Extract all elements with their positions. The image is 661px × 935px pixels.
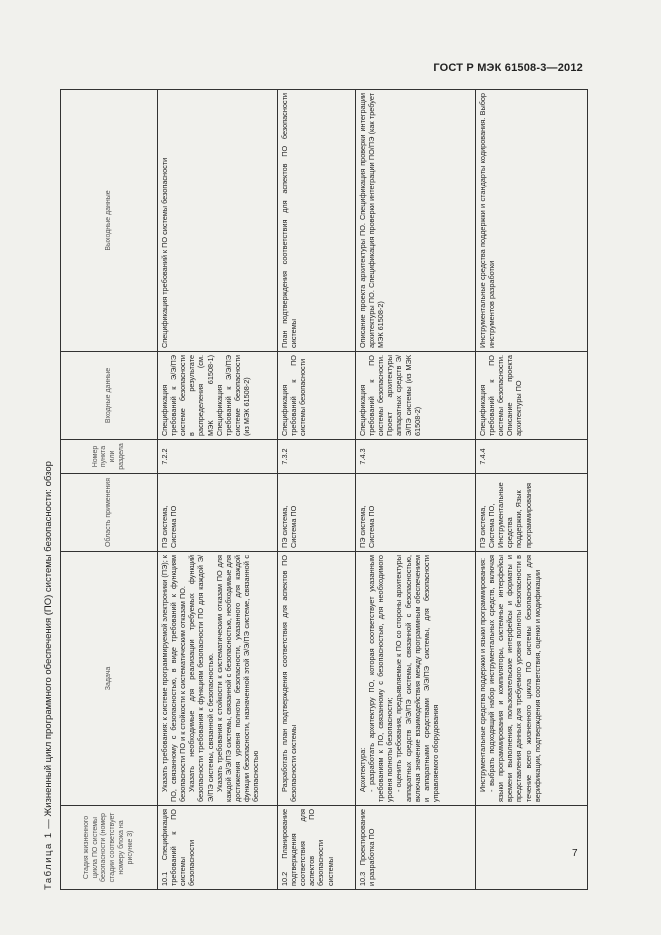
table-header-row <box>61 90 158 890</box>
stage-cell: 10.2 Планирование подтверждения соответствия для аспектов ПО безопасности системы <box>278 806 356 890</box>
task-paragraph: Указать требования: к системе программируемой электроники (ПЭ); к ПО, связанному с безопасностью, в виде требований к функциям безопасности ПО и к стойкости к систематическим отказам ПО. <box>160 555 188 802</box>
scope-cell: ПЭ система, Система ПО <box>356 474 476 552</box>
inputs-cell: Спецификация требований к ПО системы безопасности <box>278 352 356 440</box>
scope-cell: ПЭ система, Система ПО, Инструментальные средства поддержки, Язык программирования <box>476 474 588 552</box>
page-number: 7 <box>572 848 578 859</box>
task-paragraph: Инструментальные средства поддержки и языки программирования: <box>478 558 487 792</box>
outputs-cell: Инструментальные средства поддержки и стандарты кодирования. Выбор инструментов разработки <box>476 90 588 352</box>
clause-cell: 7.2.2 <box>158 440 278 474</box>
lifecycle-table <box>60 89 588 890</box>
scope-cell: ПЭ система, Система ПО <box>158 474 278 552</box>
clause-cell: 7.4.3 <box>356 440 476 474</box>
scope-cell: ПЭ система, Система ПО <box>278 474 356 552</box>
task-paragraph: Указать необходимые для реализации требуемых функций безопасности требования к функциям безопасности ПО для каждой Э/Э/ПЭ системы, связанной с безопасностью. <box>187 555 215 802</box>
inputs-cell: Спецификация требований к ПО системы безопасности. Описание проекта архитектуры ПО <box>476 352 588 440</box>
col-outputs-header: Выходные данные <box>61 90 158 352</box>
outputs-cell: Спецификация требований к ПО системы безопасности <box>158 90 278 352</box>
task-cell <box>476 552 588 806</box>
table-row <box>158 90 278 890</box>
inputs-cell: Спецификация требований к Э/Э/ПЭ системе безопасности в результате распределения (см. МЭК 61508-1) Спецификация требований к Э/Э/ПЭ системе безопасности (из МЭК 61508-2) <box>158 352 278 440</box>
table-row <box>476 90 588 890</box>
stage-cell: 10.3 Проектирование и разработка ПО <box>356 806 476 890</box>
table-caption <box>40 461 60 890</box>
task-paragraph: - оценить требования, предъявляемые к ПО со стороны архитектуры аппаратных средств Э/Э/ПЭ системы, связанной с безопасностью, включая значение взаимодействия между программным обеспечением и аппаратными средствами Э/Э/ПЭ системы, для безопасности управляемого оборудования <box>394 555 440 802</box>
task-paragraph: - разработать архитектуру ПО, которая соответствует указанным требованиям к ПО, связанному с безопасностью, для необходимого уровня полноты безопасности; <box>367 555 395 802</box>
task-paragraph: Разработать план подтверждения соответствия для аспектов ПО безопасности системы <box>280 555 299 802</box>
stage-cell <box>476 806 588 890</box>
col-clause-header: Номер пункта или раздела <box>61 440 158 474</box>
clause-cell: 7.3.2 <box>278 440 356 474</box>
table-row <box>356 90 476 890</box>
task-paragraph: Архитектура: <box>358 747 367 792</box>
inputs-cell: Спецификация требований к ПО системы безопасности. Проект архитектуры аппаратных средств Э/Э/ПЭ системы (из МЭК 61508-2) <box>356 352 476 440</box>
stage-cell: 10.1 Спецификация требований к ПО системы безопасности <box>158 806 278 890</box>
col-task-header: Задача <box>61 552 158 806</box>
task-paragraph: - выбрать подходящий набор инструментальных средств, включая языки программирования и компиляторы, системные интерфейсы времени выполнения, пользовательские интерфейсы и форматы и представления данных для требуемого уровня полноты безопасности в течение всего жизненного цикла ПО системы безопасности для верификации, подтверждения соответствия, оценки и модификации <box>487 555 542 802</box>
task-paragraph: Указать требования к стойкости к систематическим отказам ПО для каждой Э/Э/ПЭ системы, связанной с безопасностью, необходимые для достижения уровня полноты безопасности, указанного для каждой функции безопасности, назначенной этой Э/Э/ПЭ системе, связанной с безопасностью <box>214 555 261 802</box>
caption-text: — Жизненный цикл программного обеспечения (ПО) системы безопасности: обзор <box>43 461 54 829</box>
task-cell <box>158 552 278 806</box>
caption-prefix: Таблица 1 <box>43 831 54 890</box>
col-stage-header: Стадия жизненного цикла ПО системы безопасности (номер стадии соответствует номеру блока на рисунке 3) <box>61 806 158 890</box>
outputs-cell: Описание проекта архитектуры ПО. Спецификация проверки интеграции архитектуры ПО. Спецификация проверки интеграции ПО/ПЭ (как требует МЭК 61508-2) <box>356 90 476 352</box>
clause-cell: 7.4.4 <box>476 440 588 474</box>
outputs-cell: План подтверждения соответствия для аспектов ПО безопасности системы <box>278 90 356 352</box>
task-cell <box>356 552 476 806</box>
standard-header: ГОСТ Р МЭК 61508-3—2012 <box>433 62 583 74</box>
table-row <box>278 90 356 890</box>
rotated-table-block <box>40 90 595 890</box>
col-scope-header: Область применения <box>61 474 158 552</box>
task-cell <box>278 552 356 806</box>
col-inputs-header: Входные данные <box>61 352 158 440</box>
